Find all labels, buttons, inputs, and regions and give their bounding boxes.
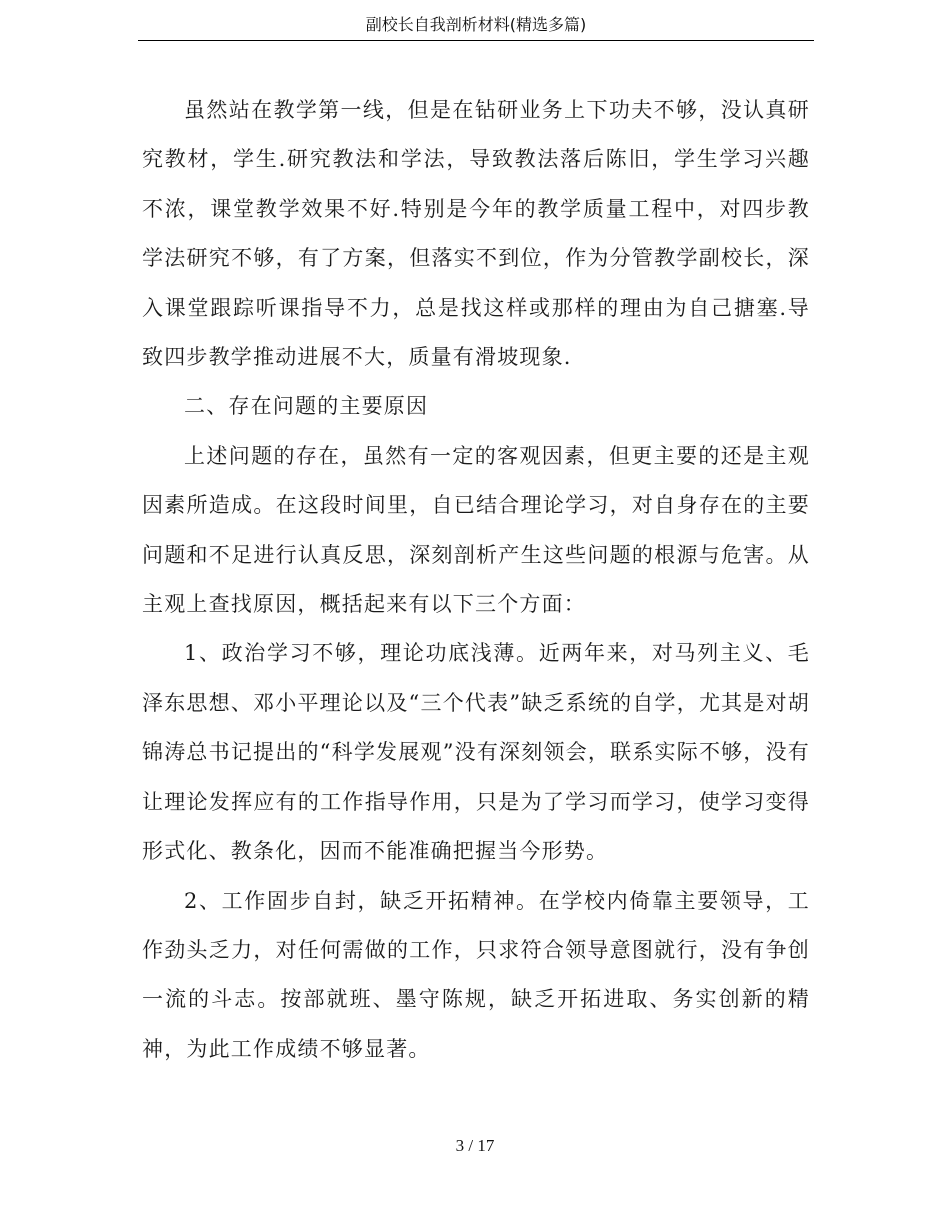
paragraph-2: 上述问题的存在，虽然有一定的客观因素，但更主要的还是主观因素所造成。在这段时间里，自已结合理论学习，对自身存在的主要问题和不足进行认真反思，深刻剖析产生这些问题的根源与危害。从主观上查找原因，概括起来有以下三个方面： <box>142 443 810 617</box>
section-heading: 二、存在问题的主要原因 <box>184 394 429 419</box>
page-footer <box>0 1136 950 1156</box>
paragraph-4: 2、工作固步自封，缺乏开拓精神。在学校内倚靠主要领导，工作劲头乏力，对任何需做的工作，只求符合领导意图就行，没有争创一流的斗志。按部就班、墨守陈规，缺乏开拓进取、务实创新的精神，为此工作成绩不够显著。 <box>142 888 810 1061</box>
paragraph-1: 虽然站在教学第一线，但是在钻研业务上下功夫不够，没认真研究教材，学生.研究教法和学法，导致教法落后陈旧，学生学习兴趣不浓，课堂教学效果不好.特别是今年的教学质量工程中，对四步教学法研究不够，有了方案，但落实不到位，作为分管教学副校长，深入课堂跟踪听课指导不力，总是找这样或那样的理由为自己搪塞.导致四步教学推动进展不大，质量有滑坡现象. <box>142 98 810 370</box>
document-body <box>142 86 810 1074</box>
page-header <box>138 12 814 41</box>
paragraph-3: 1、政治学习不够，理论功底浅薄。近两年来，对马列主义、毛泽东思想、邓小平理论以及“三个代表”缺乏系统的自学，尤其是对胡锦涛总书记提出的“科学发展观”没有深刻领会，联系实际不够，没有让理论发挥应有的工作指导作用，只是为了学习而学习，使学习变得形式化、教条化，因而不能准确把握当今形势。 <box>142 641 810 864</box>
page-number: 3 / 17 <box>455 1136 495 1155</box>
document-title: 副校长自我剖析材料(精选多篇) <box>365 15 587 34</box>
